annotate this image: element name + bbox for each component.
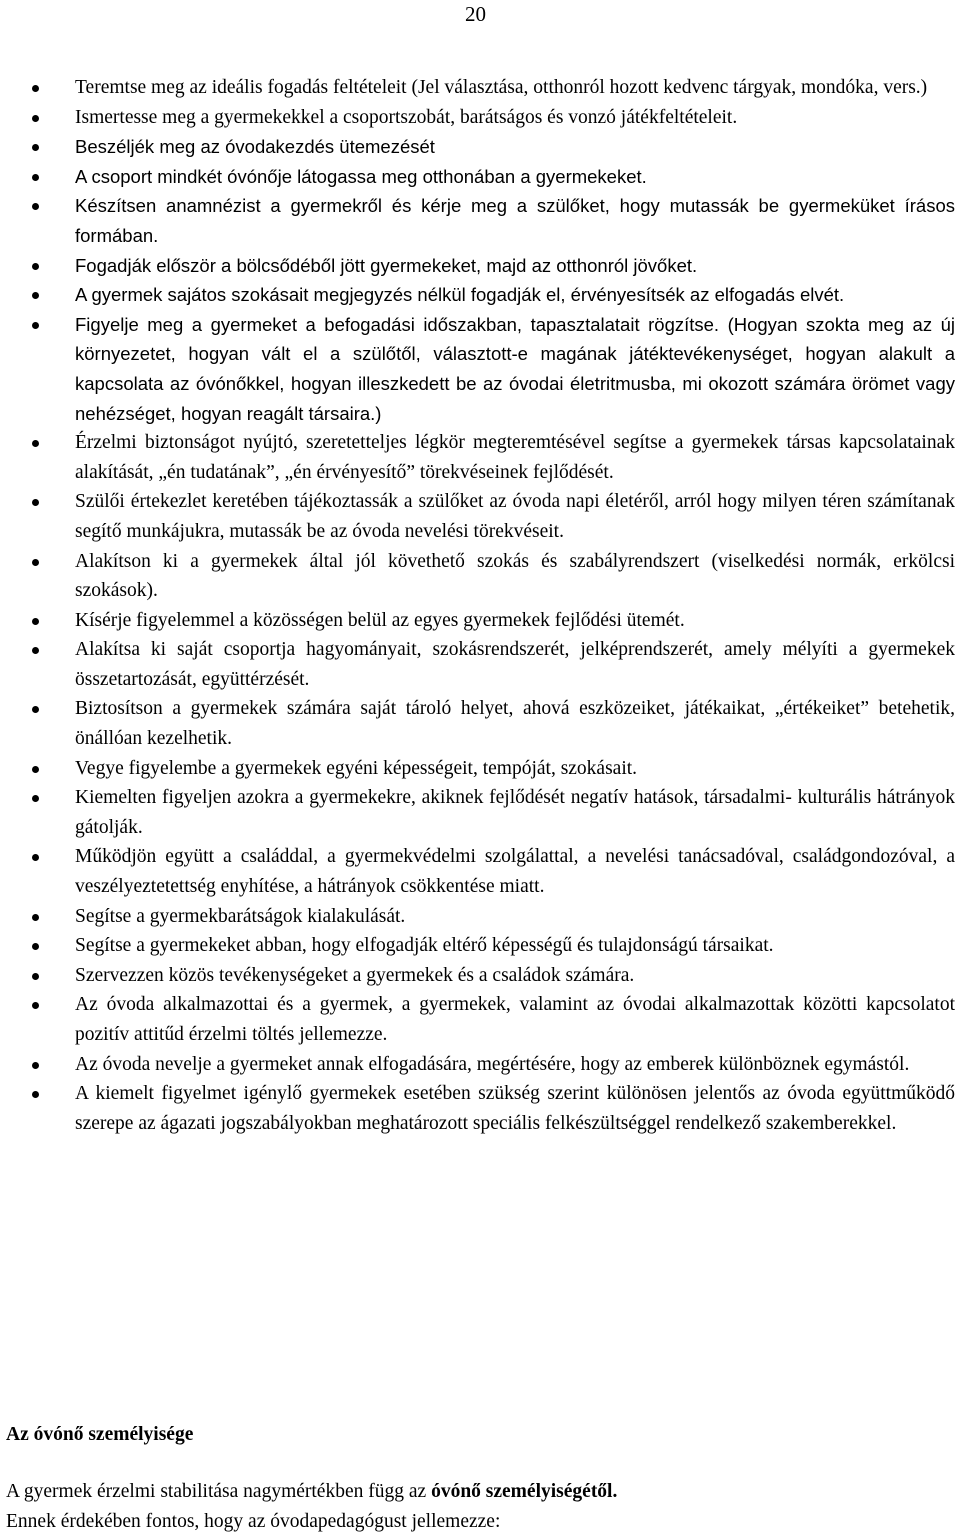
list-item: Vegye figyelembe a gyermekek egyéni képességeit, tempóját, szokásait.: [0, 754, 955, 784]
list-item: Készítsen anamnézist a gyermekről és kérje meg a szülőket, hogy mutassák be gyermeküket írásos formában.: [0, 191, 955, 250]
list-item: Alakítson ki a gyermekek által jól követhető szokás és szabályrendszert (viselkedési normák, erkölcsi szokások).: [0, 547, 955, 606]
list-item: A kiemelt figyelmet igénylő gyermekek esetében szükség szerint különösen jelentős az óvoda együttműködő szerepe az ágazati jogszabályokban meghatározott speciális felkészültséggel rendelkező szakemberekkel.: [0, 1079, 955, 1138]
list-item: Ismertesse meg a gyermekekkel a csoportszobát, barátságos és vonzó játékfeltételeit.: [0, 103, 955, 133]
list-item: Érzelmi biztonságot nyújtó, szeretetteljes légkör megteremtésével segítse a gyermekek társas kapcsolatainak alakítását, „én tudatának”, „én érvényesítő” törekvéseinek fejlődését.: [0, 428, 955, 487]
list-item: Az óvoda nevelje a gyermeket annak elfogadására, megértésére, hogy az emberek különböznek egymástól.: [0, 1050, 955, 1080]
list-item: Működjön együtt a családdal, a gyermekvédelmi szolgálattal, a nevelési tanácsadóval, családgondozóval, a veszélyeztetettség enyhítése, a hátrányok csökkentése miatt.: [0, 842, 955, 901]
bullet-list: [0, 73, 955, 1138]
list-item: Kiemelten figyeljen azokra a gyermekekre, akiknek fejlődését negatív hatások, társadalmi- kulturális hátrányok gátolják.: [0, 783, 955, 842]
list-item: Alakítsa ki saját csoportja hagyományait, szokásrendszerét, jelképrendszerét, amely mélyíti a gyermekek összetartozását, együttérzését.: [0, 635, 955, 694]
list-item: Segítse a gyermekbarátságok kialakulását.: [0, 902, 955, 932]
list-item: Szülői értekezlet keretében tájékoztassák a szülőket az óvoda napi életéről, arról hogy milyen téren számítanak segítő munkájukra, mutassák be az óvoda nevelési törekvéseit.: [0, 487, 955, 546]
paragraph-text: A gyermek érzelmi stabilitása nagymértékben függ az: [6, 1481, 432, 1502]
paragraph: Ennek érdekében fontos, hogy az óvodapedagógust jellemezze:: [6, 1511, 501, 1532]
list-item: Biztosítson a gyermekek számára saját tároló helyet, ahová eszközeiket, játékaikat, „értékeiket” betehetik, önállóan kezelhetik.: [0, 694, 955, 753]
list-item: Kísérje figyelemmel a közösségen belül az egyes gyermekek fejlődési ütemét.: [0, 606, 955, 636]
section-heading: Az óvónő személyisége: [6, 1424, 194, 1445]
page-number: 20: [465, 2, 486, 26]
paragraph-emphasis: óvónő személyiségétől.: [431, 1481, 618, 1502]
list-item: Teremtse meg az ideális fogadás feltételeit (Jel választása, otthonról hozott kedvenc tárgyak, mondóka, vers.): [0, 73, 955, 103]
list-item: Az óvoda alkalmazottai és a gyermek, a gyermekek, valamint az óvodai alkalmazottak közötti kapcsolatot pozitív attitűd érzelmi töltés jellemezze.: [0, 990, 955, 1049]
list-item: A gyermek sajátos szokásait megjegyzés nélkül fogadják el, érvényesítsék az elfogadás elvét.: [0, 280, 955, 310]
list-item: Figyelje meg a gyermeket a befogadási időszakban, tapasztalatait rögzítse. (Hogyan szokta meg az új környezetet, hogyan vált el a szülőtől, választott-e magának játéktevékenységet, hogyan alakult a kapcsolata az óvónőkkel, hogyan illeszkedett be az óvodai életritmusba, mi okozott számára örömet vagy nehézséget, hogyan reagált társaira.): [0, 310, 955, 428]
list-item: Szervezzen közös tevékenységeket a gyermekek és a családok számára.: [0, 961, 955, 991]
paragraph: [6, 1477, 617, 1507]
list-item: Segítse a gyermekeket abban, hogy elfogadják eltérő képességű és tulajdonságú társaikat.: [0, 931, 955, 961]
list-item: Fogadják először a bölcsődéből jött gyermekeket, majd az otthonról jövőket.: [0, 251, 955, 281]
list-item: A csoport mindkét óvónője látogassa meg otthonában a gyermekeket.: [0, 162, 955, 192]
list-item: Beszéljék meg az óvodakezdés ütemezését: [0, 132, 955, 162]
